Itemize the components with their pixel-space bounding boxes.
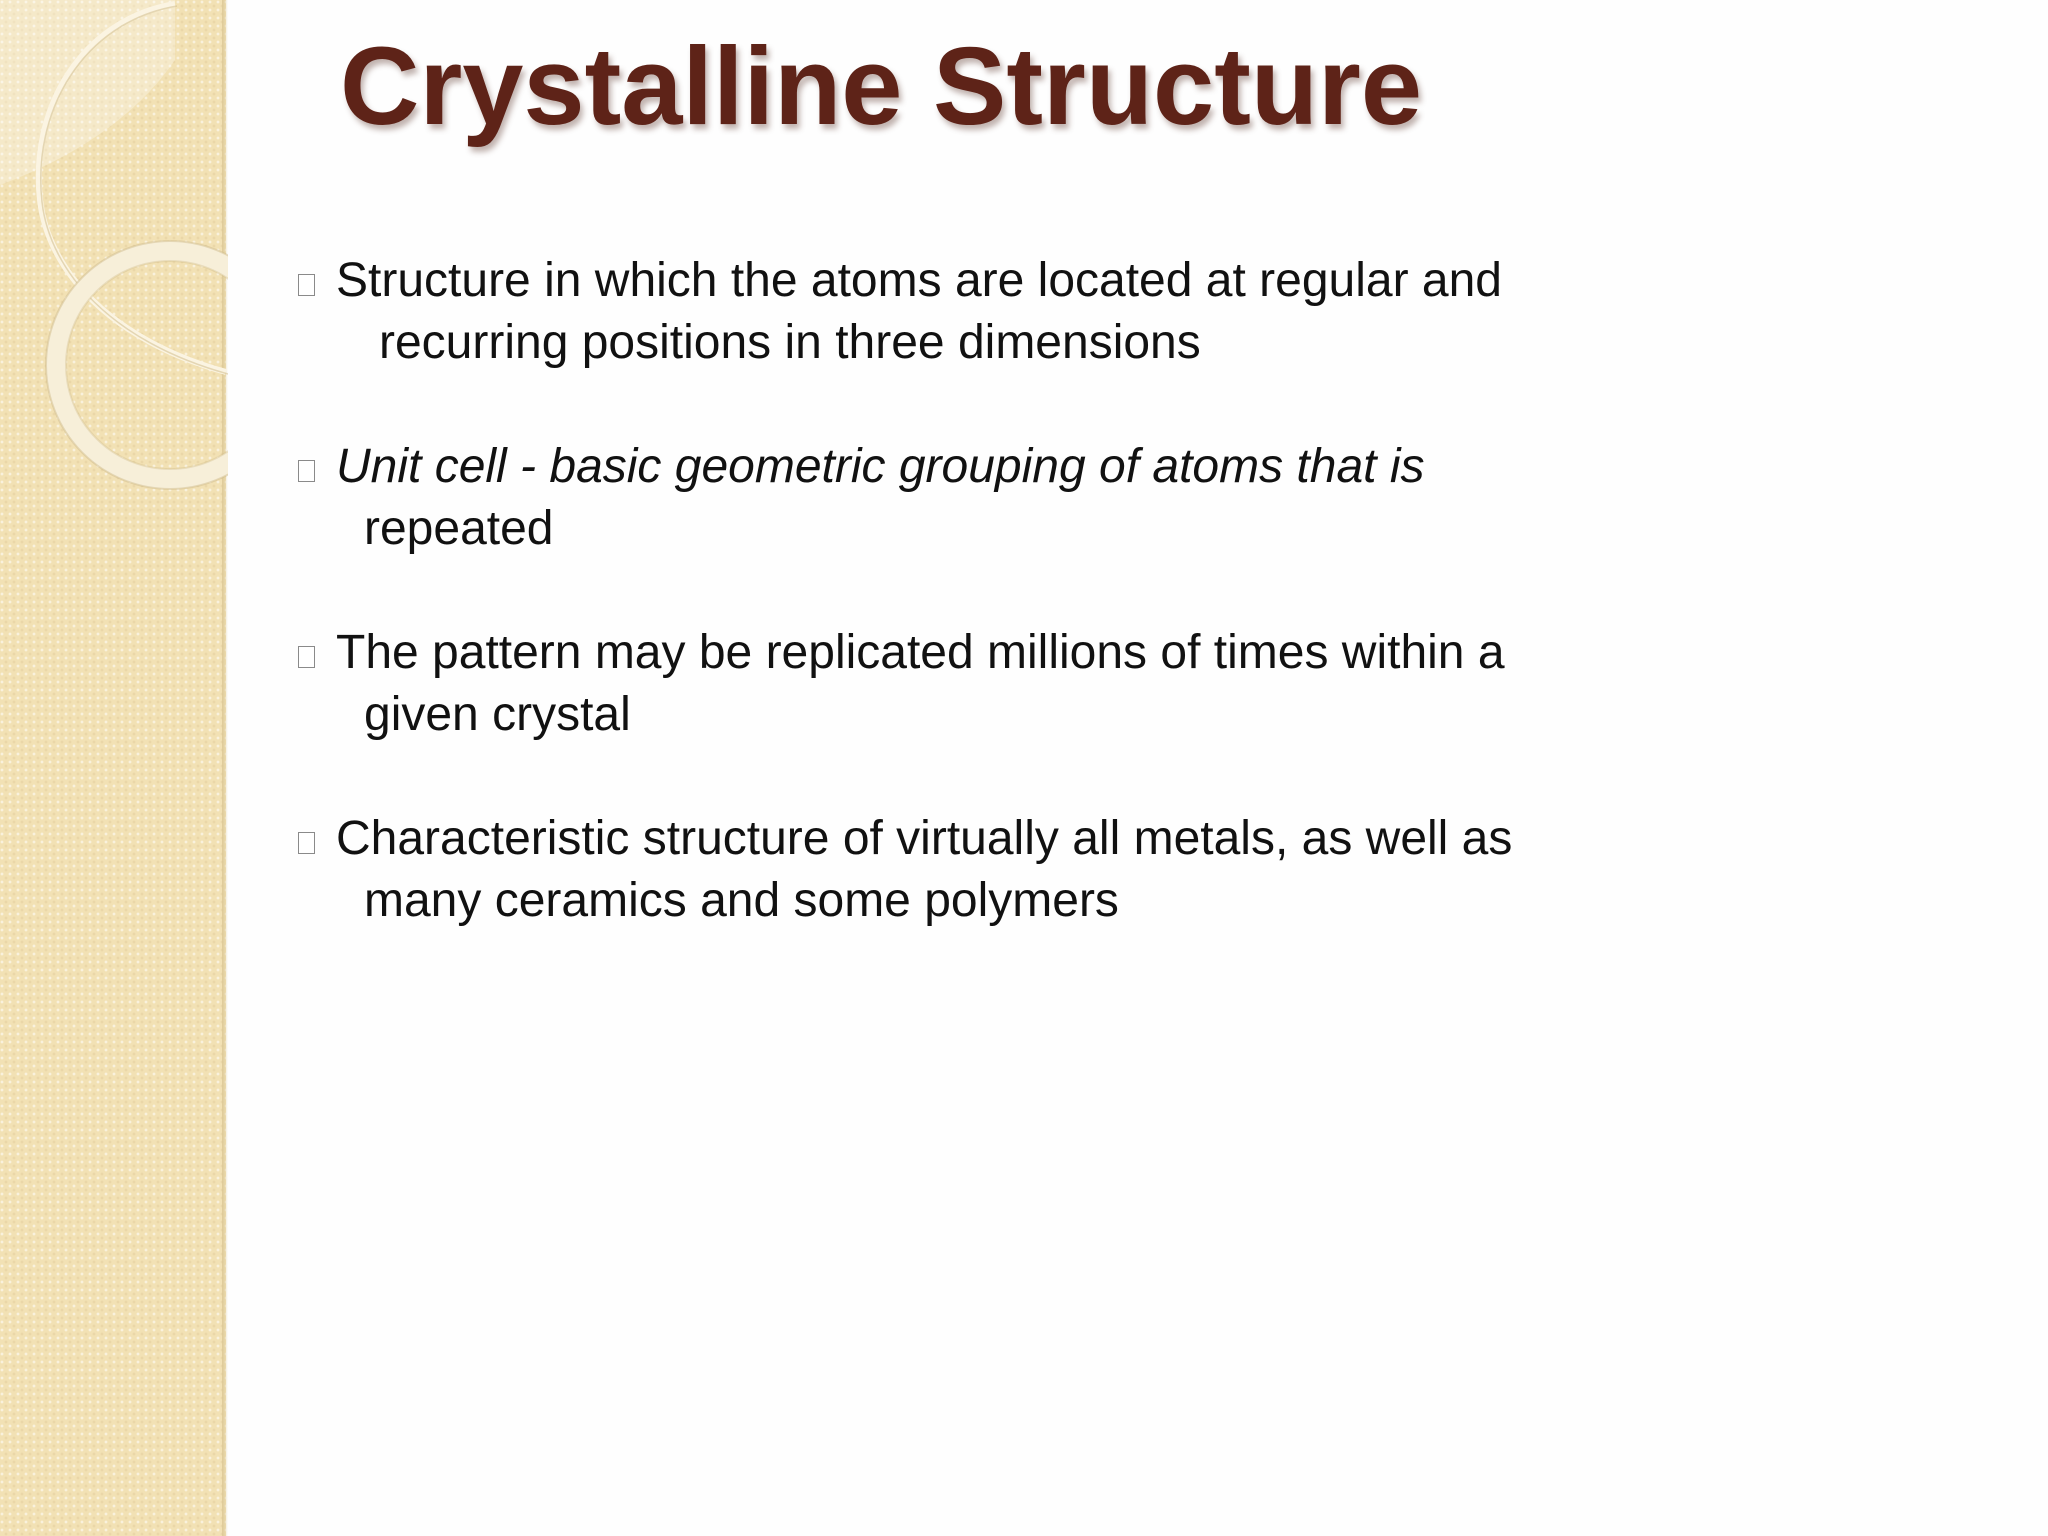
bullet-line: The pattern may be replicated millions of times within a (336, 626, 1505, 679)
bullet-box-icon (298, 460, 315, 482)
bullet-box-icon (298, 274, 315, 296)
bullet-line: Structure in which the atoms are located at regular and (336, 254, 1502, 307)
bullet-line: Unit cell - basic geometric grouping of atoms that is (336, 440, 1425, 493)
bullet-line-continued: repeated (364, 502, 554, 555)
bullet-box-icon (298, 646, 315, 668)
bullet-item (296, 622, 1676, 746)
bullet-line-continued: many ceramics and some polymers (364, 874, 1119, 927)
bullet-line-continued: recurring positions in three dimensions (379, 316, 1201, 369)
bullet-list (296, 250, 1676, 994)
bullet-item (296, 436, 1676, 560)
bullet-item (296, 808, 1676, 932)
bullet-box-icon (298, 832, 315, 854)
decorative-rings (0, 0, 228, 520)
bullet-line-continued: given crystal (364, 688, 631, 741)
slide-title: Crystalline Structure (340, 25, 1423, 148)
bullet-line: Characteristic structure of virtually all metals, as well as (336, 812, 1513, 865)
bullet-item (296, 250, 1676, 374)
decorative-highlight (0, 0, 175, 185)
